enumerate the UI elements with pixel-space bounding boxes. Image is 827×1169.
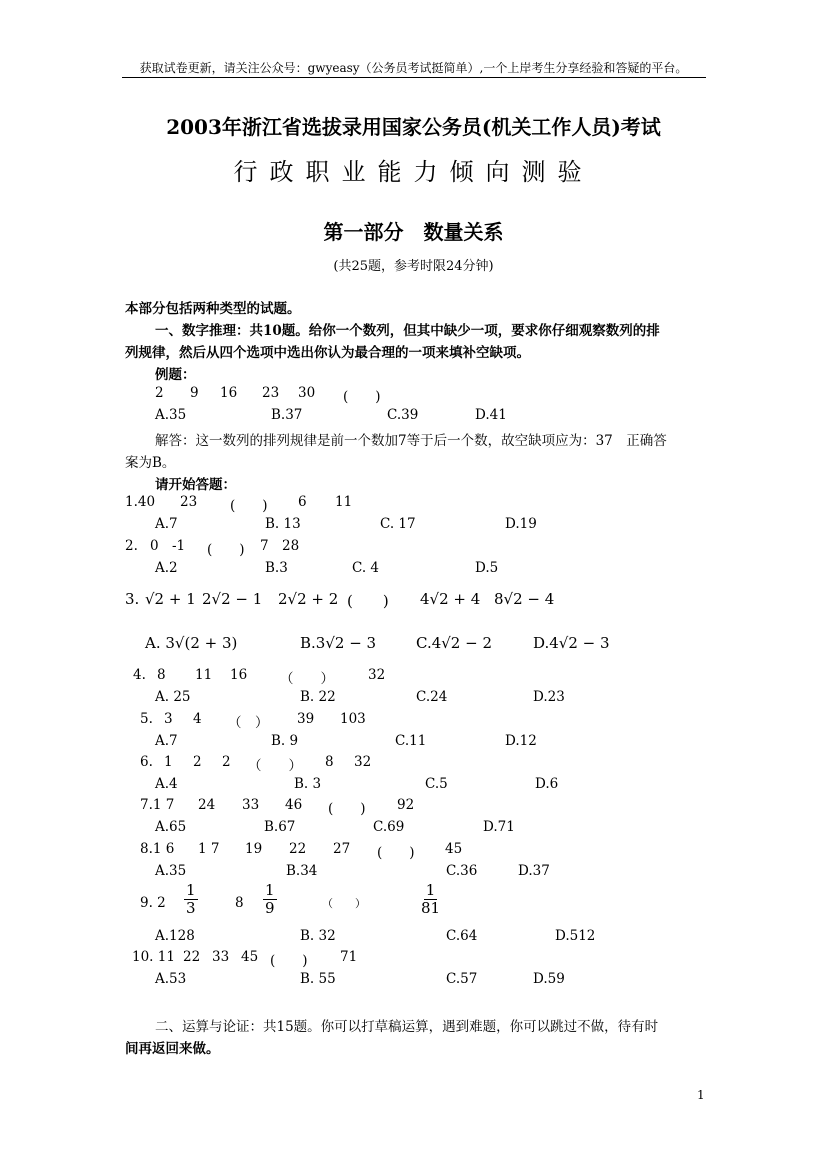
q9-fraction [263,882,277,917]
q3-option: D.4√2 − 3 [533,634,610,652]
q9-fraction-numerator: 1 [265,881,275,899]
q10-option: B. 55 [300,971,336,987]
q6-term: 1 [164,754,173,770]
q1-term: 6 [298,494,307,510]
q3-term: 2√2 − 1 [202,590,263,608]
q9-fraction [421,882,440,917]
q3-term: 8√2 − 4 [494,590,555,608]
q4-term: 16 [230,667,248,683]
example-term: 9 [190,385,199,401]
answer-text-1: 解答：这一数列的排列规律是前一个数加7等于后一个数，故空缺项应为：37 正确答 [155,433,667,449]
page-header: 获取试卷更新，请关注公众号：gwyeasy（公务员考试挺简单）,一个上岸考生分享经验和答疑的平台。 [139,61,688,75]
q8-option: A.35 [155,863,187,879]
start-label: 请开始答题： [155,477,236,493]
example-term: 23 [262,385,280,401]
q5-option: A.7 [155,733,178,749]
q9-term: 8 [235,895,244,911]
q2-option: C. 4 [352,560,380,576]
q8-term: 27 [333,841,351,857]
exam-subtitle: 行政职业能力倾向测验 [233,158,594,186]
part2-instruction-1: 二、运算与论证：共15题。你可以打草稿运算，遇到难题，你可以跳过不做，待有时 [155,1019,659,1035]
q8-term: 22 [289,841,307,857]
q10-term: 71 [340,949,358,965]
example-option: A.35 [155,407,187,423]
example-label: 例题： [155,367,196,383]
section-subtitle: (共25题，参考时限24分钟) [333,259,494,274]
q5-term: 39 [297,711,315,727]
section-title: 第一部分 数量关系 [323,220,504,244]
q4-term: 32 [368,667,386,683]
q10-term: 22 [183,949,201,965]
q1-option: C. 17 [380,516,416,532]
q6-blank: （ ） [248,758,302,774]
intro-text: 本部分包括两种类型的试题。 [125,301,301,317]
q3-term: 4√2 + 4 [420,590,481,608]
q1-option: D.19 [505,516,537,532]
q2-term: 0 [150,538,159,554]
q8-term: 45 [445,841,463,857]
q5-number: 5. [140,711,153,727]
q5-blank: （ ） [228,715,269,731]
q7-option: D.71 [483,819,515,835]
q9-number: 9. 2 [140,895,166,911]
q1-term: 11 [335,494,353,510]
q2-blank: ( ) [207,542,245,558]
q10-option: C.57 [446,971,478,987]
q6-option: D.6 [535,776,559,792]
q8-option: B.34 [286,863,318,879]
q6-term: 32 [354,754,372,770]
q2-option: D.5 [475,560,499,576]
q3-option: C.4√2 − 2 [416,634,493,652]
q9-blank: （ ） [322,897,366,910]
q5-option: C.11 [395,733,427,749]
q3-term: 2√2 + 2 [278,590,339,608]
q8-blank: ( ) [377,845,415,861]
q9-option: A.128 [155,928,195,944]
q10-term: 33 [212,949,230,965]
q3-number: 3. [125,590,140,608]
q6-number: 6. [140,754,153,770]
q9-fraction [184,882,198,917]
q2-term: 28 [282,538,300,554]
q10-option: D.59 [533,971,565,987]
q3-term: √2 + 1 [145,590,196,608]
q6-term: 2 [193,754,202,770]
q4-term: 11 [195,667,213,683]
q4-blank: （ ） [280,671,334,687]
q2-term: 7 [260,538,269,554]
q4-term: 8 [157,667,166,683]
q1-blank: ( ) [230,498,268,514]
q4-option: A. 25 [155,689,191,705]
q4-option: B. 22 [300,689,336,705]
example-term: 2 [155,385,164,401]
q3-option: A. 3√(2 + 3) [145,634,238,652]
q5-option: B. 9 [271,733,299,749]
q7-option: C.69 [373,819,405,835]
q6-term: 2 [222,754,231,770]
q7-option: B.67 [264,819,296,835]
q8-number: 8.1 6 [140,841,175,857]
exam-title: 2003年浙江省选拔录用国家公务员(机关工作人员)考试 [166,115,661,139]
part1-instruction-1: 一、数字推理：共10题。给你一个数列，但其中缺少一项，要求你仔细观察数列的排 [155,323,660,339]
q9-fraction-denominator: 81 [421,899,441,917]
q9-fraction-numerator: 1 [425,881,436,899]
q7-term: 92 [397,797,415,813]
q9-fraction-numerator: 1 [186,881,196,899]
q10-number: 10. 11 [132,949,175,965]
q4-number: 4. [133,667,146,683]
q1-option: B. 13 [265,516,301,532]
q10-term: 45 [241,949,259,965]
q5-term: 103 [340,711,366,727]
q6-option: B. 3 [294,776,322,792]
q7-number: 7.1 7 [140,797,175,813]
example-option: B.37 [271,407,303,423]
q4-option: C.24 [416,689,448,705]
q3-blank: ( ) [347,592,389,610]
part1-instruction-2: 列规律，然后从四个选项中选出你认为最合理的一项来填补空缺项。 [125,345,530,361]
q1-term: 23 [180,494,198,510]
example-term: 16 [220,385,238,401]
q7-term: 46 [285,797,303,813]
q10-blank: ( ) [270,953,308,969]
q7-term: 24 [198,797,216,813]
example-term: 30 [298,385,316,401]
q7-term: 33 [242,797,260,813]
q3-option: B.3√2 − 3 [300,634,377,652]
part2-instruction-2: 间再返回来做。 [125,1041,220,1057]
q9-fraction-denominator: 3 [186,899,196,917]
q7-option: A.65 [155,819,187,835]
q8-term: 1 7 [198,841,220,857]
q7-blank: ( ) [328,801,366,817]
header-rule [122,77,706,78]
example-blank: ( ) [343,389,381,405]
q8-option: D.37 [518,863,550,879]
q2-term: -1 [172,538,186,554]
q2-number: 2. [125,538,138,554]
q6-term: 8 [325,754,334,770]
q2-option: B.3 [265,560,288,576]
example-option: D.41 [475,407,507,423]
q9-option: C.64 [446,928,478,944]
q5-term: 3 [164,711,173,727]
q10-option: A.53 [155,971,187,987]
q8-term: 19 [245,841,263,857]
q8-option: C.36 [446,863,478,879]
q5-option: D.12 [505,733,537,749]
q1-option: A.7 [155,516,178,532]
q5-term: 4 [193,711,202,727]
q2-option: A.2 [155,560,178,576]
example-option: C.39 [387,407,419,423]
q6-option: C.5 [425,776,448,792]
q9-option: B. 32 [300,928,336,944]
q9-fraction-denominator: 9 [265,899,275,917]
q6-option: A.4 [155,776,178,792]
q9-option: D.512 [555,928,596,944]
q1-term: 1.40 [125,494,156,510]
q4-option: D.23 [533,689,565,705]
answer-text-2: 案为B。 [125,455,176,471]
page-number: 1 [697,1088,705,1102]
